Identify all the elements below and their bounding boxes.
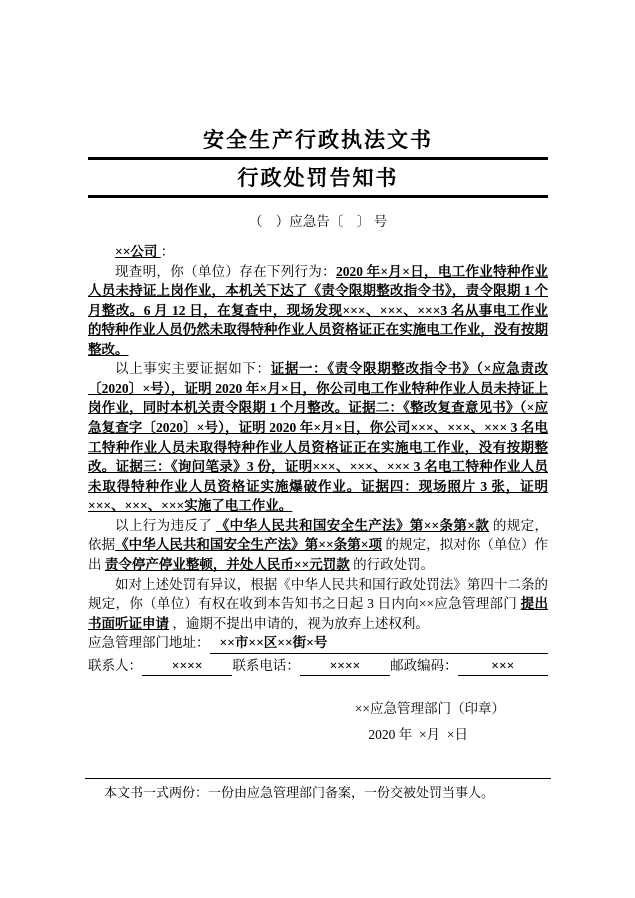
- template-text: 以上行为违反了: [115, 517, 216, 533]
- contact-person-label: 联系人：: [88, 657, 142, 673]
- document-body: [88, 242, 548, 633]
- filled-blank-text: 提出书面听证申请: [88, 596, 548, 631]
- footer: [88, 778, 548, 803]
- addressee-line: [88, 242, 548, 262]
- contact-phone-value: ××××: [300, 656, 390, 677]
- document-title: 行政处罚告知书: [237, 166, 399, 191]
- contact-phone-label: 联系电话：: [232, 657, 300, 673]
- template-text: ，逾期不提出申请的，视为放弃上述权利。: [169, 615, 429, 631]
- filled-blank-text: 《中华人民共和国安全生产法》第××条第×款: [215, 517, 490, 533]
- signature-block: [88, 696, 548, 747]
- subtitle-rule: [88, 195, 548, 198]
- template-text: 的行政处罚。: [349, 556, 435, 572]
- template-text: 的规定，拟对你（单位）作出: [88, 537, 549, 572]
- contact-person-value: ××××: [142, 656, 232, 677]
- filled-blank-text: 证据一：《责令限期整改指令书》（×应急责改〔2020〕×号），证明 2020 年×月×日，你公司电工作业特种作业人员未持证上岗作业，同时本机关责令限期 1 个月整改。证据二：《整改复查意见书》（×应急复查字〔2020〕×号），证明 2020 年×月×日，你公司×××、×××、××× 3 名电工特种作业人员未取得特种作业人员资格证正在实施电工作业，没有按期整改。证据三：《询问笔录》3 份，证明×××、×××、××× 3 名电工特种作业人员未取得特种作业人员资格证实施爆破作业。证据四：现场照片 3 张，证明×××、×××、×××实施了电工作业。: [88, 361, 548, 514]
- footer-rule: [85, 778, 551, 779]
- evidence-paragraph: [88, 359, 548, 516]
- filled-blank-text: 2020 年×月×日，电工作业特种作业人员未持证上岗作业，本机关下达了《责令限期整改指令书》，责令限期 1 个月整改。6 月 12 日，在复查中，现场发现×××、×××、×××3 名从事电工作业的特种作业人员仍然未取得特种作业人员资格证正在实施电工作业，没有按期整改。: [88, 263, 549, 357]
- document-number: （ ）应急告〔 〕 号: [248, 214, 388, 230]
- address-label: 应急管理部门地址：: [88, 635, 210, 651]
- filled-blank-text: 责令停产停业整顿，并处人民币××元罚款: [104, 556, 350, 572]
- contacts-line: [88, 656, 548, 677]
- filled-blank-text: ××公司: [115, 243, 161, 259]
- postal-code-label: 邮政编码：: [390, 657, 458, 673]
- template-text: 以上事实主要证据如下：: [115, 361, 271, 377]
- hearing-rights-paragraph: [88, 575, 548, 634]
- facts-paragraph: [88, 262, 548, 360]
- document-category-title: 安全生产行政执法文书: [203, 128, 433, 152]
- address-line: [88, 633, 548, 654]
- postal-code-value: ×××: [458, 656, 548, 677]
- address-value: ××市××区××街×号: [210, 633, 549, 654]
- template-text: 如对上述处罚有异议，根据《中华人民共和国行政处罚法》第四十二条的规定，你（单位）有权在收到本告知书之日起 3 日内向××应急管理部门: [88, 576, 548, 612]
- issuing-department-seal-line: ××应急管理部门（印章）: [354, 701, 505, 717]
- template-text: 现查明，你（单位）存在下列行为：: [115, 263, 336, 279]
- issue-date: 2020 年 ×月 ×日: [368, 726, 468, 742]
- copies-note: 本文书一式两份：一份由应急管理部门备案，一份交被处罚当事人。: [104, 784, 495, 800]
- template-text: 的规定，依据: [88, 517, 549, 553]
- filled-blank-text: 《中华人民共和国安全生产法》第××条第×项: [115, 537, 383, 553]
- legal-basis-paragraph: [88, 516, 548, 575]
- template-text: ：: [160, 243, 175, 259]
- title-rule: [88, 157, 548, 160]
